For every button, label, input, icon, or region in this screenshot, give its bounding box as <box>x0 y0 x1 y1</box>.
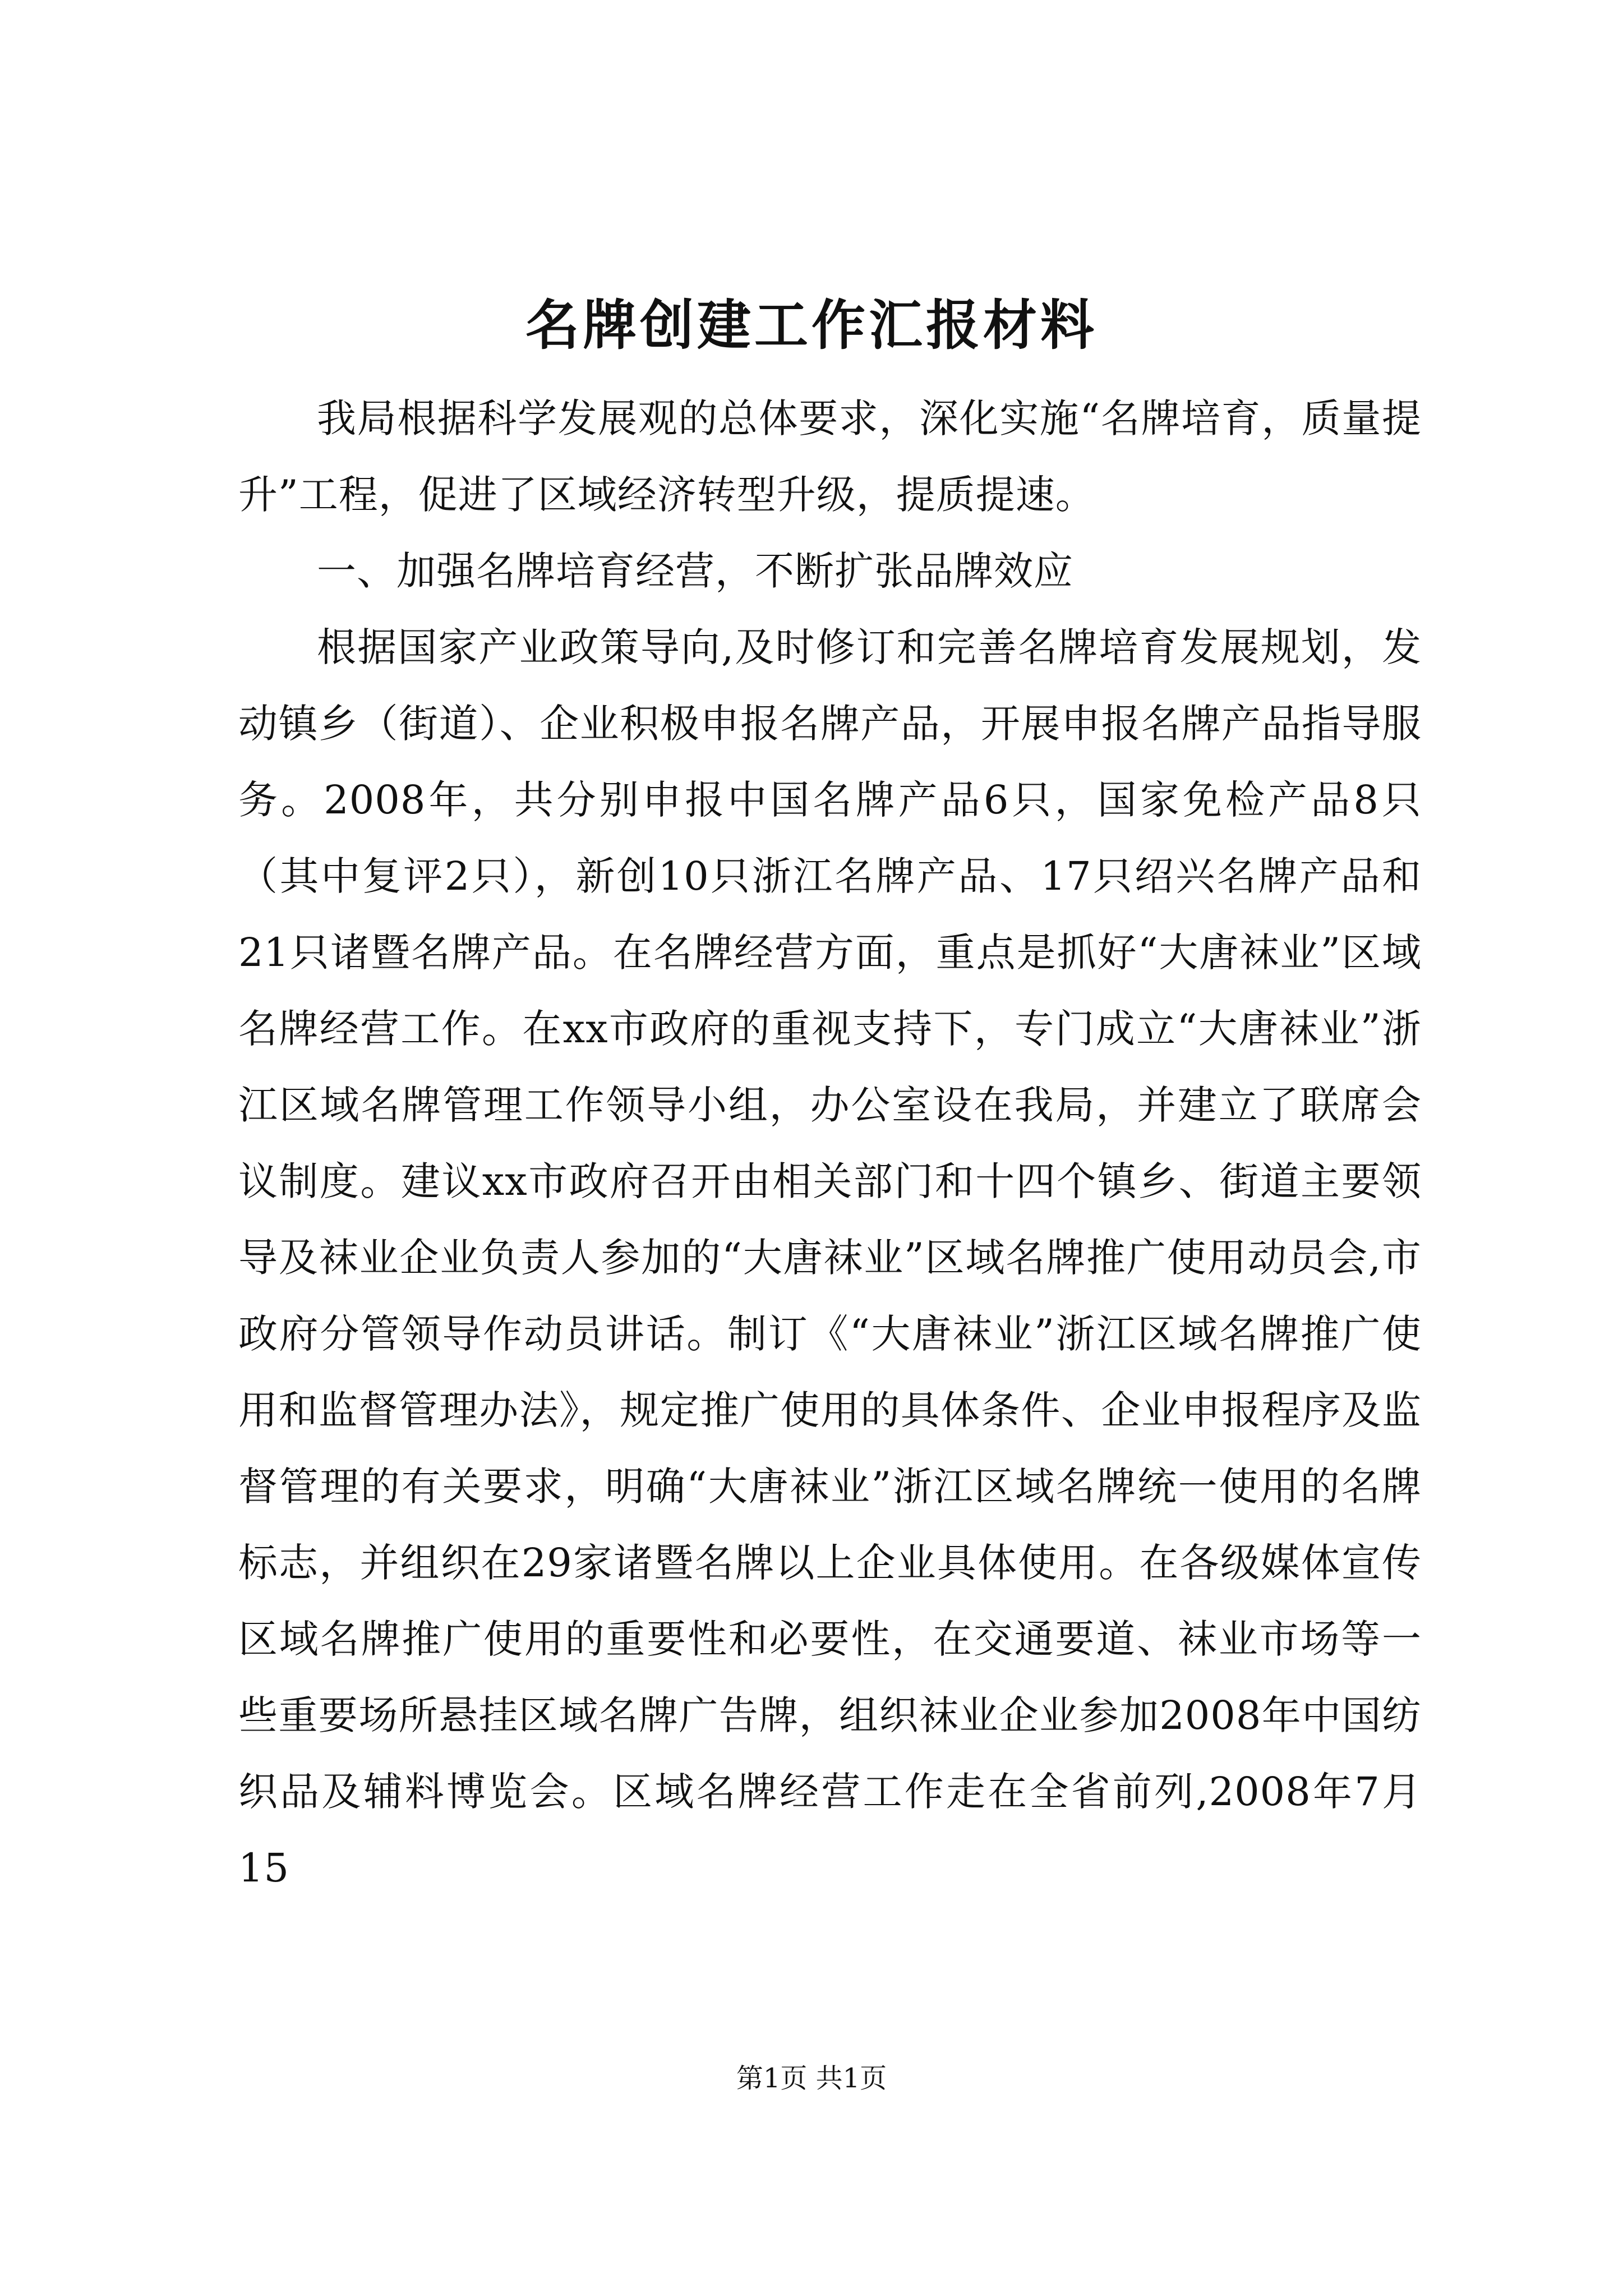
section-heading: 一、加强名牌培育经营，不断扩张品牌效应 <box>317 548 1073 594</box>
document-title: 名牌创建工作汇报材料 <box>525 293 1098 357</box>
intro-paragraph: 我局根据科学发展观的总体要求，深化实施“名牌培育，质量提升”工程，促进了区域经济转型升级，提质提速。 <box>238 395 1422 518</box>
document-body <box>238 380 1422 1906</box>
page-footer: 第1页 共1页 <box>736 2063 887 2094</box>
body-paragraph: 根据国家产业政策导向,及时修订和完善名牌培育发展规划，发动镇乡（街道）、企业积极申报名牌产品，开展申报名牌产品指导服务。2008年，共分别申报中国名牌产品6只，国家免检产品8只（其中复评2只），新创10只浙江名牌产品、17只绍兴名牌产品和21只诸暨名牌产品。在名牌经营方面，重点是抓好“大唐袜业”区域名牌经营工作。在xx市政府的重视支持下，专门成立“大唐袜业”浙江区域名牌管理工作领导小组，办公室设在我局，并建立了联席会议制度。建议xx市政府召开由相关部门和十四个镇乡、街道主要领导及袜业企业负责人参加的“大唐袜业”区域名牌推广使用动员会,市政府分管领导作动员讲话。制订《“大唐袜业”浙江区域名牌推广使用和监督管理办法》，规定推广使用的具体条件、企业申报程序及监督管理的有关要求，明确“大唐袜业”浙江区域名牌统一使用的名牌标志，并组织在29家诸暨名牌以上企业具体使用。在各级媒体宣传区域名牌推广使用的重要性和必要性，在交通要道、袜业市场等一些重要场所悬挂区域名牌广告牌，组织袜业企业参加2008年中国纺织品及辅料博览会。区域名牌经营工作走在全省前列,2008年7月15 <box>238 624 1422 1891</box>
